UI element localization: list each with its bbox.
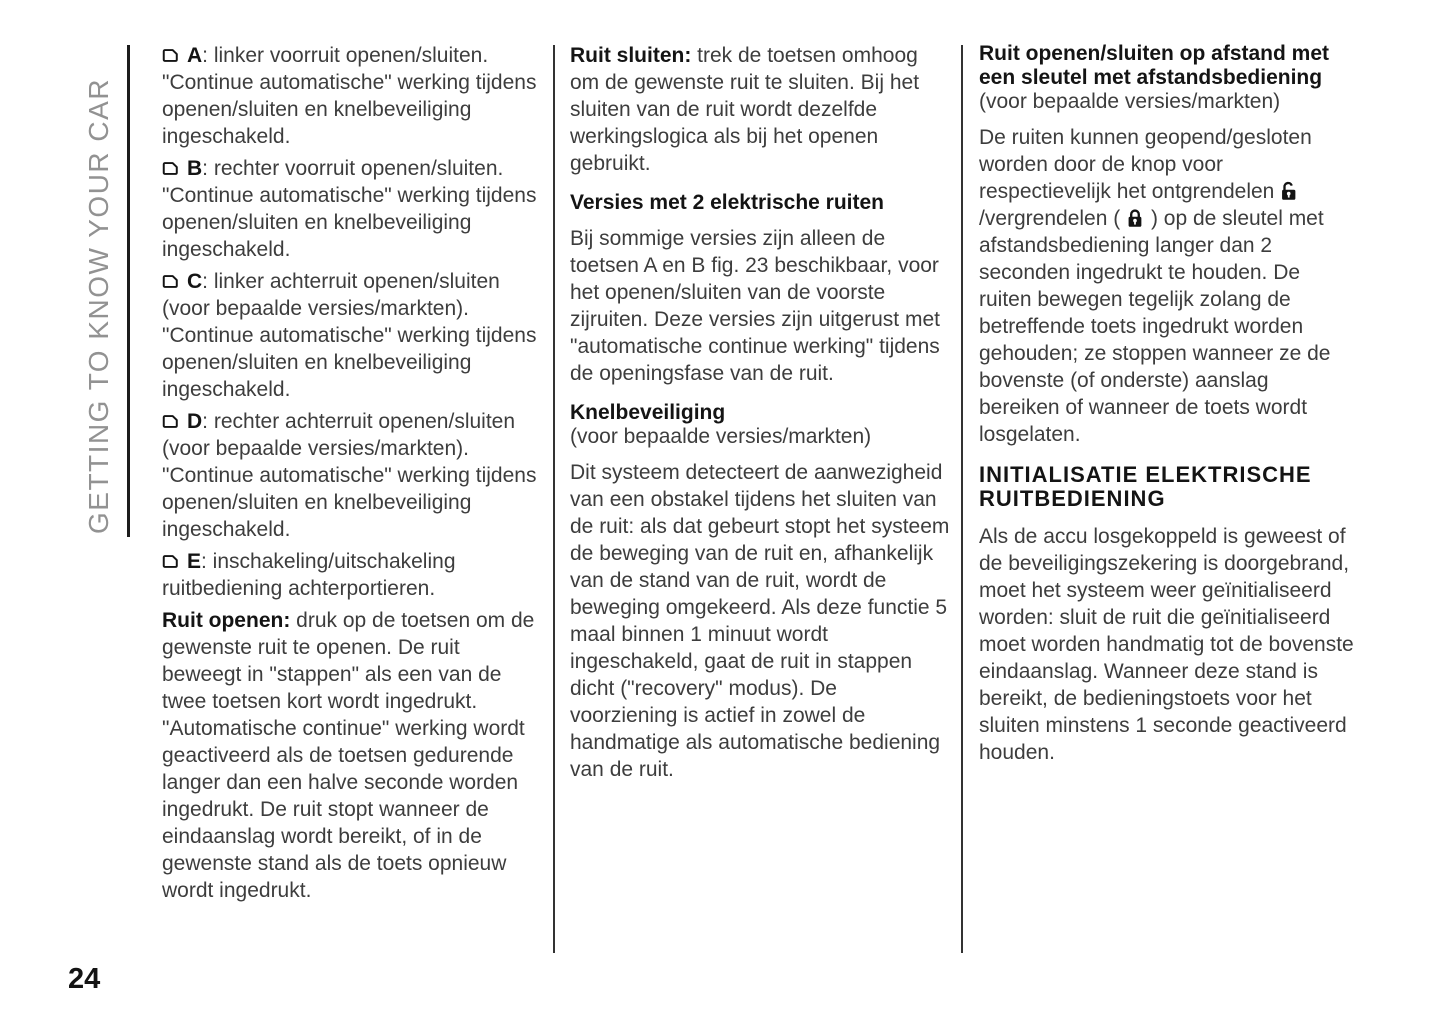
sidebar-rule	[127, 45, 130, 537]
heading-two-window-versions	[570, 191, 950, 215]
square-bullet-icon	[162, 43, 179, 58]
runin-heading: Ruit openen:	[162, 609, 291, 632]
list-item-a	[162, 42, 540, 150]
paragraph-text: De ruiten kunnen geopend/gesloten worden door de knop voor respectievelijk het ontgrendelen	[979, 126, 1312, 203]
closed-padlock-icon	[1126, 208, 1145, 228]
column-3	[979, 42, 1354, 766]
item-text: : linker voorruit openen/sluiten. "Continue automatische" werking tijdens openen/sluiten en knelbeveiliging ingeschakeld.	[162, 44, 537, 148]
paragraph-text: /vergrendelen (	[979, 207, 1121, 230]
item-letter: C	[187, 270, 203, 293]
item-text: : linker achterruit openen/sluiten (voor bepaalde versies/markten). "Continue automatische" werking tijdens openen/sluiten en knelbeveiliging ingeschakeld.	[162, 270, 537, 401]
column-divider-1	[553, 45, 555, 953]
paragraph-remote-window	[979, 124, 1354, 448]
item-letter: B	[187, 157, 203, 180]
square-bullet-icon	[162, 156, 179, 171]
paragraph-initialisation: Als de accu losgekoppeld is geweest of de beveiligingszekering is doorgebrand, moet het systeem weer geïnitialiseerd worden: sluit de ruit die geïnitialiseerd moet worden handmatig tot de bovenste eindaanslag. Wanneer deze stand is bereikt, de bedieningstoets voor het sluiten minstens 1 seconde geactiveerd houden.	[979, 525, 1354, 764]
heading-note: (voor bepaalde versies/markten)	[979, 90, 1281, 113]
item-letter: D	[187, 410, 203, 433]
list-item-b	[162, 155, 540, 263]
item-letter: E	[187, 550, 202, 573]
square-bullet-icon	[162, 409, 179, 424]
item-text: : rechter voorruit openen/sluiten. "Continue automatische" werking tijdens openen/sluiten en knelbeveiliging ingeschakeld.	[162, 157, 537, 261]
paragraph-window-open	[162, 607, 540, 904]
item-text: : rechter achterruit openen/sluiten (voor bepaalde versies/markten). "Continue automatische" werking tijdens openen/sluiten en knelbeveiliging ingeschakeld.	[162, 410, 537, 541]
heading-note: (voor bepaalde versies/markten)	[570, 425, 872, 448]
chapter-sidebar-label: GETTING TO KNOW YOUR CAR	[83, 77, 114, 534]
paragraph-window-close	[570, 42, 950, 177]
paragraph-text: ) op de sleutel met afstandsbediening langer dan 2 seconden ingedrukt te houden. De ruiten bewegen tegelijk zolang de betreffende toets ingedrukt worden gehouden; ze stoppen wanneer ze de bovenste (of onderste) aanslag bereiken of wanneer de toets wordt losgelaten.	[979, 207, 1331, 446]
paragraph-text: trek de toetsen omhoog om de gewenste ruit te sluiten. Bij het sluiten van de ruit wordt dezelfde werkingslogica als bij het openen gebruikt.	[570, 44, 920, 175]
square-bullet-icon	[162, 269, 179, 284]
paragraph-text: druk op de toetsen om de gewenste ruit te openen. De ruit beweegt in "stappen" als een van de twee toetsen kort wordt ingedrukt. "Automatische continue" werking wordt geactiveerd als de toetsen gedurende langer dan een halve seconde worden ingedrukt. De ruit stopt wanneer de eindaanslag wordt bereikt, of in de gewenste stand als de toets opnieuw wordt ingedrukt.	[162, 609, 535, 902]
item-text: : inschakeling/uitschakeling ruitbediening achterportieren.	[162, 550, 456, 600]
square-bullet-icon	[162, 549, 179, 564]
paragraph-two-window-versions: Bij sommige versies zijn alleen de toetsen A en B fig. 23 beschikbaar, voor het openen/sluiten van de voorste zijruiten. Deze versies zijn uitgerust met "automatische continue werking" tijdens de openingsfase van de ruit.	[570, 227, 940, 385]
heading-text: Versies met 2 elektrische ruiten	[570, 191, 885, 214]
item-letter: A	[187, 44, 203, 67]
heading-anti-pinch	[570, 401, 950, 449]
heading-initialisation: INITIALISATIE ELEKTRISCHE RUITBEDIENING	[979, 462, 1312, 511]
heading-remote-window	[979, 42, 1354, 114]
list-item-e	[162, 548, 540, 602]
column-1	[162, 42, 540, 904]
heading-text: Ruit openen/sluiten op afstand met een sleutel met afstandsbediening	[979, 42, 1330, 89]
page-number: 24	[68, 963, 101, 995]
column-divider-2	[961, 45, 963, 953]
paragraph-anti-pinch: Dit systeem detecteert de aanwezigheid van een obstakel tijdens het sluiten van de ruit: als dat gebeurt stopt het systeem de beweging van de ruit en, afhankelijk van de stand van de ruit, wordt de beweging omgekeerd. Als deze functie 5 maal binnen 1 minuut wordt ingeschakeld, gaat de ruit in stappen dicht ("recovery" modus). De voorziening is actief in zowel de handmatige als automatische bediening van de ruit.	[570, 461, 950, 781]
runin-heading: Ruit sluiten:	[570, 44, 692, 67]
heading-text: Knelbeveiliging	[570, 401, 726, 424]
list-item-d	[162, 408, 540, 543]
list-item-c	[162, 268, 540, 403]
column-2	[570, 42, 950, 783]
open-padlock-icon	[1280, 181, 1299, 201]
